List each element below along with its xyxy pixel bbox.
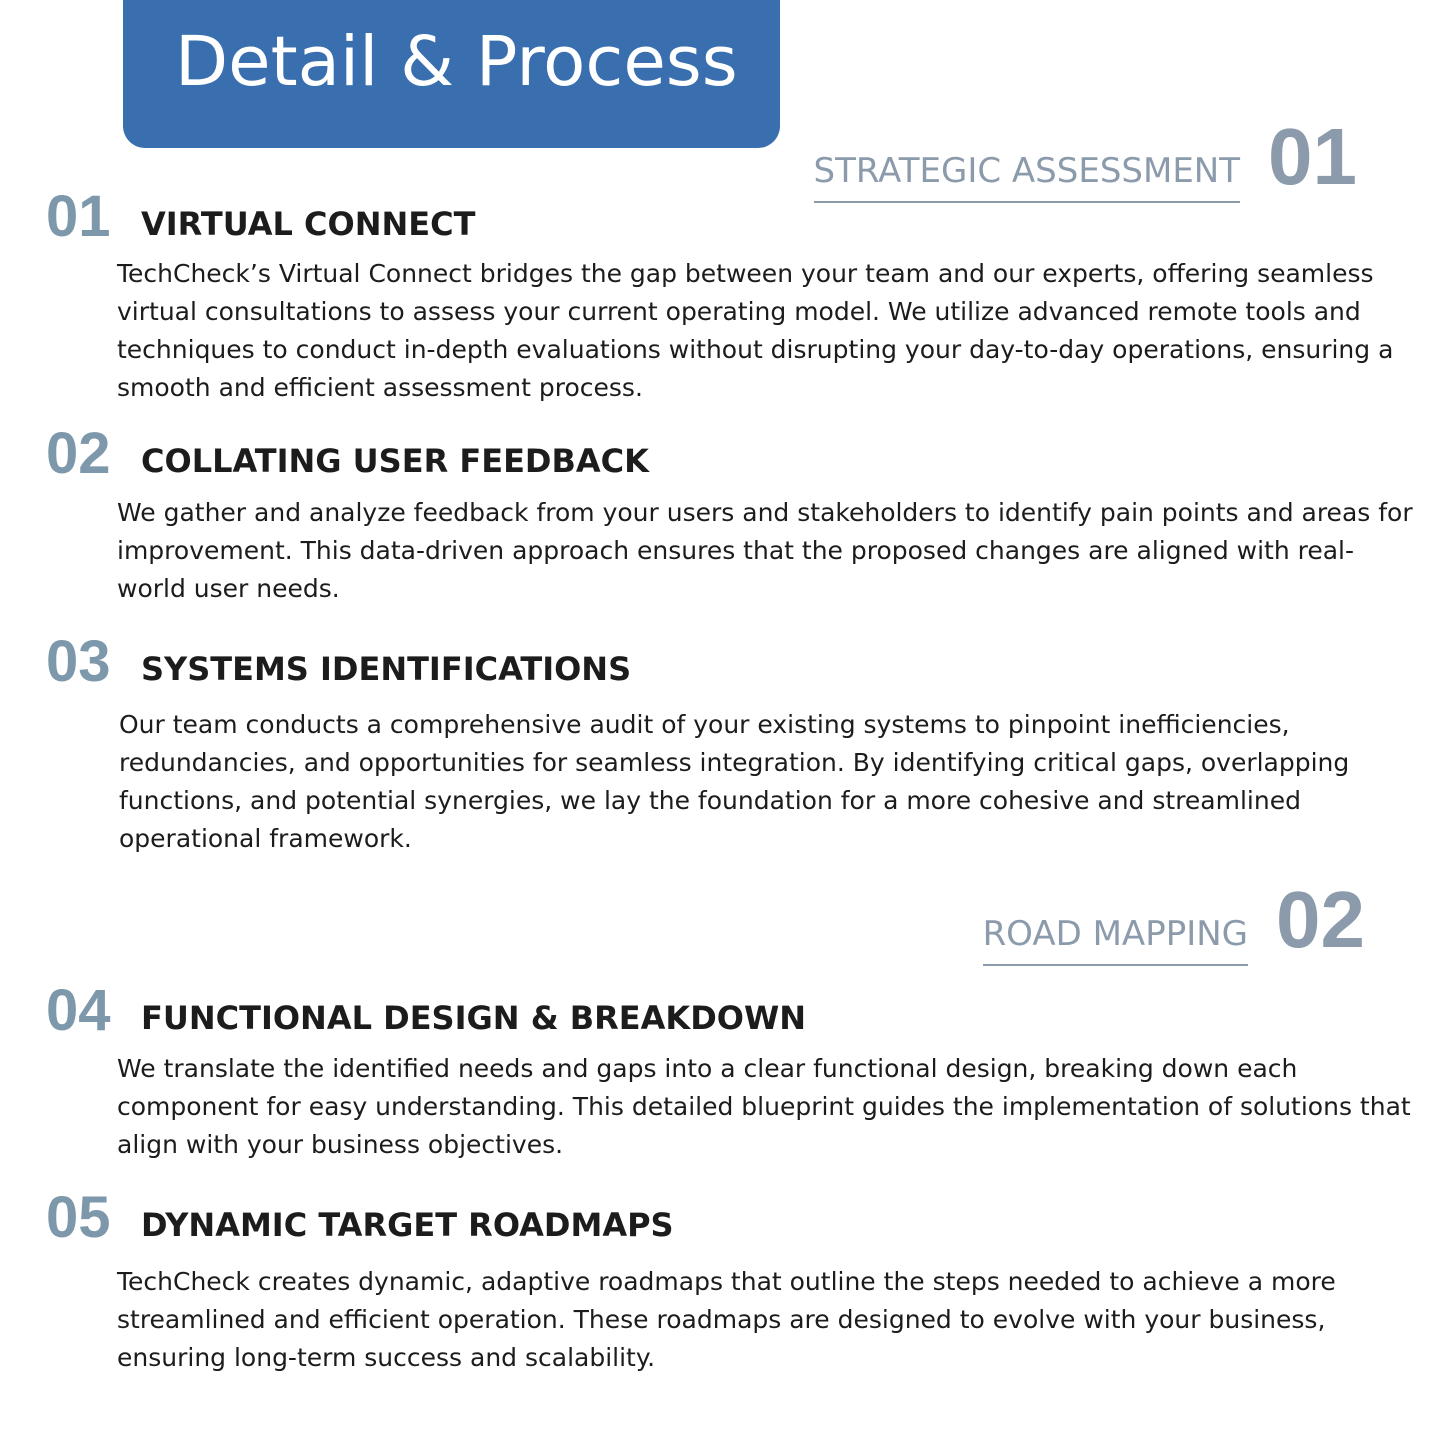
phase-number: 02 <box>1276 875 1365 964</box>
item-title: DYNAMIC TARGET ROADMAPS <box>141 1206 674 1244</box>
header-banner <box>123 0 780 148</box>
phase-label: STRATEGIC ASSESSMENT <box>814 151 1240 203</box>
item-number: 05 <box>46 1185 111 1250</box>
item-body: We gather and analyze feedback from your users and stakeholders to identify pain points and areas for improvement. This data-driven approach ensures that the proposed changes are aligned with real-world user needs. <box>117 498 1413 603</box>
phase-heading-strategic-assessment <box>813 112 1357 203</box>
item-title: SYSTEMS IDENTIFICATIONS <box>141 650 632 688</box>
item-number: 03 <box>46 629 111 694</box>
item-body: Our team conducts a comprehensive audit of your existing systems to pinpoint inefficiencies, redundancies, and opportunities for seamless integration. By identifying critical gaps, overlapping functions, and potential synergies, we lay the foundation for a more cohesive and streamlined operational framework. <box>119 710 1350 853</box>
item-number: 02 <box>46 421 111 486</box>
phase-label: ROAD MAPPING <box>983 914 1248 966</box>
phase-number: 01 <box>1268 112 1357 201</box>
item-body: We translate the identified needs and gaps into a clear functional design, breaking down each component for easy understanding. This detailed blueprint guides the implementation of solutions that align with your business objectives. <box>117 1054 1411 1159</box>
item-title: COLLATING USER FEEDBACK <box>141 442 649 480</box>
item-body: TechCheck creates dynamic, adaptive roadmaps that outline the steps needed to achieve a more streamlined and efficient operation. These roadmaps are designed to evolve with your business, ensuring long-term success and scalability. <box>117 1267 1336 1372</box>
item-body: TechCheck’s Virtual Connect bridges the gap between your team and our experts, offering seamless virtual consultations to assess your current operating model. We utilize advanced remote tools and techniques to conduct in-depth evaluations without disrupting your day-to-day operations, ensuring a smooth and efficient assessment process. <box>117 259 1394 402</box>
phase-heading-road-mapping <box>982 875 1365 966</box>
item-number: 04 <box>46 978 111 1043</box>
item-title: FUNCTIONAL DESIGN & BREAKDOWN <box>141 999 807 1037</box>
item-number: 01 <box>46 184 111 249</box>
item-title: VIRTUAL CONNECT <box>141 205 476 243</box>
page-title: Detail & Process <box>175 22 738 102</box>
